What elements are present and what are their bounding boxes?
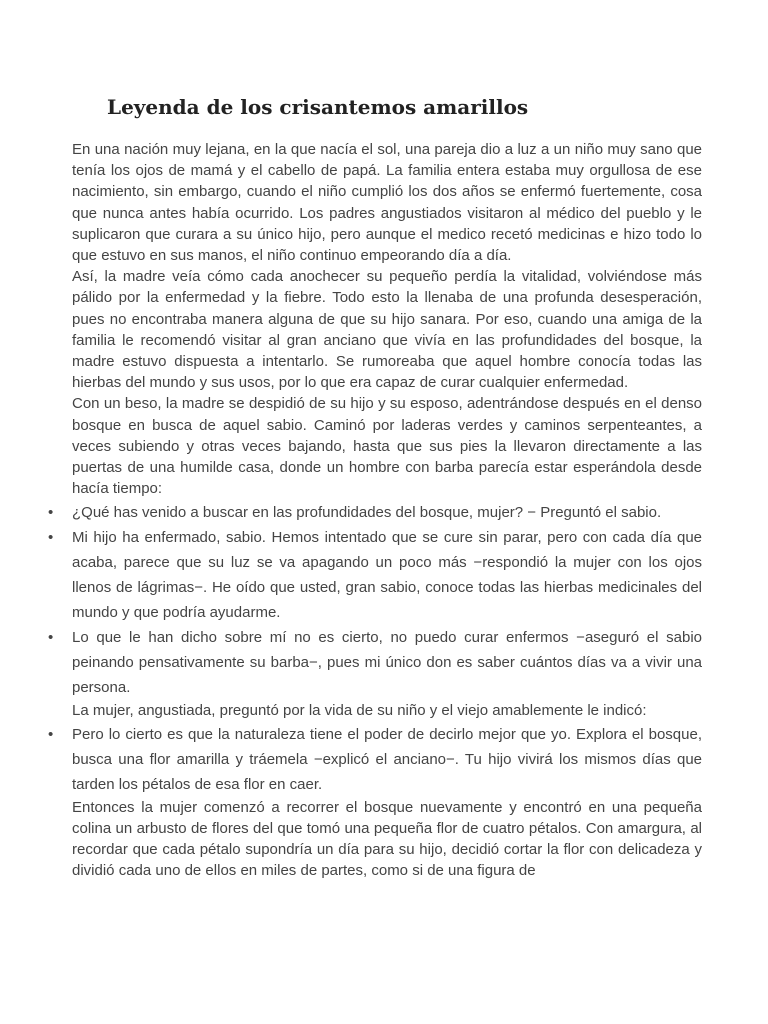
paragraph-intro-2: Así, la madre veía cómo cada anochecer su pequeño perdía la vitalidad, volviéndose más pálido por la enfermedad y la fiebre. Todo esto la llenaba de una profunda desesperación, pues no encontraba manera alguna de que su hijo sanara. Por eso, cuando una amiga de la familia le recomendó visitar al gran anciano que vivía en las profundidades del bosque, la madre estuvo dispuesta a intentarlo. Se rumoreaba que aquel hombre conocía todas las hierbas del mundo y sus usos, por lo que era capaz de curar cualquier enfermedad.: [72, 268, 702, 392]
dialogue-list-1: [72, 500, 702, 700]
paragraph-narration-1: La mujer, angustiada, preguntó por la vida de su niño y el viejo amablemente le indicó:: [72, 702, 647, 720]
dialogue-list-2: [72, 722, 702, 797]
document-title: Leyenda de los crisantemos amarillos: [107, 95, 529, 119]
paragraph-intro-1: En una nación muy lejana, en la que nacía el sol, una pareja dio a luz a un niño muy sano que tenía los ojos de mamá y el cabello de papá. La familia entera estaba muy orgullosa de ese nacimiento, sin embargo, cuando el niño cumplió los dos años se enfermó fuertemente, cosa que nunca antes había ocurrido. Los padres angustiados visitaron al médico del pueblo y le suplicaron que curara a su único hijo, pero aunque el medico recetó medicinas e hizo todo lo que estuvo en sus manos, el niño continuo empeorando día a día.: [72, 141, 702, 265]
document-body: [72, 139, 702, 881]
dialogue-item-3: • Lo que le han dicho sobre mí no es cierto, no puedo curar enfermos −aseguró el sabio peinando pensativamente su barba−, pues mi único don es saber cuántos días va a vivir una persona.: [72, 625, 702, 700]
paragraph-intro-3: Con un beso, la madre se despidió de su hijo y su esposo, adentrándose después en el denso bosque en busca de aquel sabio. Caminó por laderas verdes y caminos serpenteantes, a veces subiendo y otras veces bajando, hasta que sus pies la llevaron directamente a las puertas de una humilde casa, donde un hombre con barba parecía estar esperándola desde hacía tiempo:: [72, 395, 702, 498]
dialogue-item-4: • Pero lo cierto es que la naturaleza tiene el poder de decirlo mejor que yo. Explora el bosque, busca una flor amarilla y tráemela −explicó el anciano−. Tu hijo vivirá los mismos días que tarden los pétalos de esa flor en caer.: [72, 722, 702, 797]
dialogue-item-1: • ¿Qué has venido a buscar en las profundidades del bosque, mujer? − Preguntó el sabio.: [72, 500, 702, 525]
dialogue-item-2: • Mi hijo ha enfermado, sabio. Hemos intentado que se cure sin parar, pero con cada día que acaba, parece que su luz se va apagando un poco más −respondió la mujer con los ojos llenos de lágrimas−. He oído que usted, gran sabio, conoce todas las hierbas medicinales del mundo y que podría ayudarme.: [72, 525, 702, 625]
paragraph-narration-2: Entonces la mujer comenzó a recorrer el bosque nuevamente y encontró en una pequeña colina un arbusto de flores del que tomó una pequeña flor de cuatro pétalos. Con amargura, al recordar que cada pétalo supondría un día para su hijo, decidió cortar la flor con delicadeza y dividió cada uno de ellos en miles de partes, como si de una figura de: [72, 798, 702, 880]
